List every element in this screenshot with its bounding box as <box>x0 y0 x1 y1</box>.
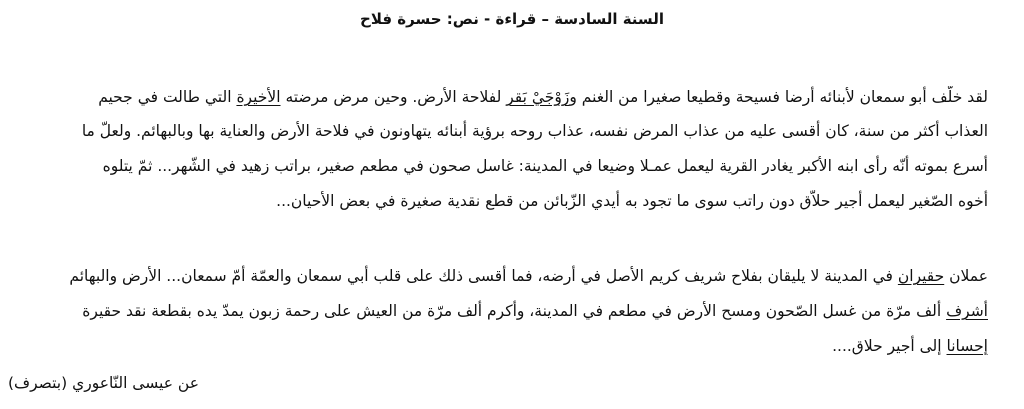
line-text: لفلاحة الأرض. وحين مرض مرضته <box>280 88 507 106</box>
paragraph-1-line-1 <box>40 86 988 108</box>
line-text: التي طالت في جحيم <box>98 88 237 106</box>
paragraph-1-line-4: أخوه الصّغير ليعمل أجير حلاّق دون راتب سوى ما تجود به أيدي الزّبائن من قطع نقدية صغيرة في بعض الأحيان... <box>276 192 988 210</box>
underlined-word: أشرف <box>946 302 988 320</box>
paragraph-2-line-1 <box>40 265 988 287</box>
paragraph-1-line-3: أسرع بموته أنّه رأى ابنه الأكبر يغادر القرية ليعمل عمـلا وضيعا في المدينة: غاسل صحون في مطعم صغير، براتب زهيد في الشّهر... ثمّ يتلوه <box>102 157 988 175</box>
source-attribution: عن عيسى النّاعوري (بتصرف) <box>8 374 199 392</box>
line-text: إلى أجير حلاق.... <box>832 337 947 355</box>
page-title: السنة السادسة – قراءة - نص: حسرة فلاح <box>360 10 664 28</box>
line-text: عملان <box>944 267 988 285</box>
line-text: ألف مرّة من غسل الصّحون ومسح الأرض في مطعم في المدينة، وأكرم ألف مرّة من العيش على رحمة زبون يمدّ يده بقطعة نقد حقيرة <box>82 302 947 320</box>
paragraph-2-line-3 <box>40 335 988 357</box>
underlined-word: إحسانا <box>946 337 988 355</box>
underlined-word: الأخيرة <box>236 88 281 106</box>
paragraph-1-line-2: العذاب أكثر من سنة، كان أقسى عليه من عذاب المرض نفسه، عذاب روحه برؤية أبنائه يتهاونون في فلاحة الأرض والعناية بها وبالبهائم. ولعلّ ما <box>81 122 988 140</box>
line-text: لقد خلّف أبو سمعان لأبنائه أرضا فسيحة وقطيعا صغيرا من الغنم و <box>569 88 988 106</box>
line-text: في المدينة لا يليقان بفلاح شريف كريم الأصل في أرضه، فما أقسى ذلك على قلب أبي سمعان والعمّة أمّ سمعان... الأرض والبهائم <box>69 267 898 285</box>
underlined-word: زَوْجَيْ بَقر <box>506 88 570 106</box>
underlined-word: حقيران <box>897 267 945 285</box>
paragraph-2-line-2 <box>40 300 988 322</box>
